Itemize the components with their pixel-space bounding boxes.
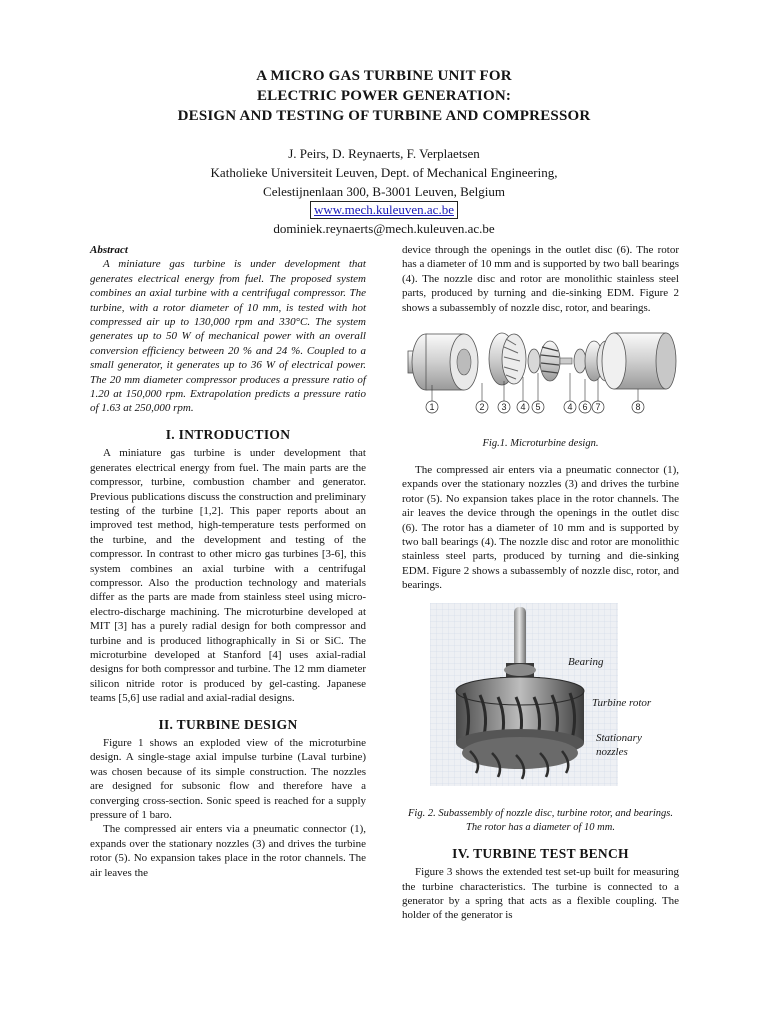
left-column — [90, 243, 366, 880]
title-line-3: DESIGN AND TESTING OF TURBINE AND COMPRESSOR — [177, 108, 591, 124]
callout-2: 2 — [479, 402, 485, 413]
turbine-design-continued: device through the openings in the outlet disc (6). The rotor has a diameter of 10 mm and is supported by two ball bearings (4). The nozzle disc and rotor are monolithic stainless steel parts, produced by turning and die-sinking EDM. Figure 2 shows a subassembly of nozzle disc, rotor, and bearings. — [402, 244, 679, 314]
abstract-heading: Abstract — [90, 244, 128, 256]
rotor-photo-drawing — [430, 603, 618, 786]
turbine-rotor-part — [540, 341, 572, 381]
nozzle-disc-part — [489, 333, 526, 385]
turbine-design-paragraph-1: Figure 1 shows an exploded view of the microturbine design. A single-stage axial impulse turbine (Laval turbine) was chosen because of its simple construction. The nozzles are designed for subsonic flow and therefore have a converging cross-section. Sonic speed is reached for a supply pressure of 1 baro. — [90, 737, 366, 822]
turbine-design-paragraph-3: The compressed air enters via a pneumatic connector (1), expands over the stationary nozzles (3) and drives the turbine rotor (5). No expansion takes place in the rotor channels. The air leaves the device through the openings in the outlet disc (6). The rotor has a diameter of 10 mm and is supported by two ball bearings (4). The nozzle disc and rotor are monolithic stainless steel parts, produced by turning and die-sinking EDM. Figure 2 shows a subassembly of nozzle disc, rotor, and bearings. — [402, 464, 679, 592]
callout-1: 1 — [429, 402, 435, 413]
paper-header — [0, 66, 768, 238]
label-stationary: Stationary — [596, 731, 642, 744]
introduction-text: A miniature gas turbine is under development that generates electrical energy from fuel. The main parts are the compressor, turbine, combustion chamber and generator. Previous publications discuss the construction and preliminary testing of the turbine [1,2]. This paper reports about an improved test method, high-temperature tests performed on the turbine, and the development and testing of the compressor. In contrast to other micro gas turbines [3-6], this system combines an axial turbine with a centrifugal compressor. Also the production technology and materials differ as the parts are made from stainless steel using micro-electro-discharge machining. The microturbine developed at MIT [3] has a purely radial design for both compressor and turbine and is produced lithographically in Si or SiC. The microturbine developed at Stanford [4] uses axial-radial designs for both compressor and turbine. The 12 mm diameter silicon nitride rotor is produced by gel-casting. Japanese teams [5,6] use radial and axial-radial designs. — [90, 447, 366, 705]
affiliation-line-1: Katholieke Universiteit Leuven, Dept. of Mechanical Engineering, — [210, 165, 558, 180]
callout-4b: 4 — [567, 402, 573, 413]
callout-5: 5 — [535, 402, 541, 413]
bearing-part-b — [574, 349, 586, 373]
callout-3: 3 — [501, 402, 507, 413]
label-bearing: Bearing — [568, 655, 604, 668]
turbine-test-bench-text: Figure 3 shows the extended test set-up built for measuring the turbine characteristics. The turbine is connected to a generator by a spring that acts as a flexible coupling. The holder of the generator is — [402, 866, 679, 922]
bearing-part-a — [528, 349, 540, 373]
rotor-subassembly-photo — [430, 603, 618, 786]
email: dominiek.reynaerts@mech.kuleuven.ac.be — [273, 221, 495, 236]
turbine-test-bench-heading: IV. TURBINE TEST BENCH — [452, 845, 629, 861]
affiliation-line-2: Celestijnenlaan 300, B-3001 Leuven, Belgium — [263, 184, 505, 199]
title-line-2: ELECTRIC POWER GENERATION: — [256, 88, 512, 104]
introduction-heading: I. INTRODUCTION — [165, 426, 291, 442]
figure-1-exploded-view — [402, 325, 679, 425]
abstract-text: A miniature gas turbine is under development that generates electrical energy from fuel. The proposed system combines an axial turbine with a centrifugal compressor. The turbine, with a rotor diameter of 10 mm, is tested with hot compressed air up to 130,000 rpm and 330°C. The system generates up to 50 W of mechanical power with an overall conversion efficiency between 20 % and 24 %. Coupled to a small generator, it generates up to 36 W of electrical power. The 20 mm diameter compressor produces a pressure ratio of 1.20 at 150,000 rpm. Extrapolation predicts a pressure ratio of 1.63 at 250,000 rpm. — [90, 258, 366, 415]
label-turbine-rotor: Turbine rotor — [592, 696, 652, 709]
authors: J. Peirs, D. Reynaerts, F. Verplaetsen — [288, 146, 480, 161]
label-nozzles: nozzles — [596, 745, 628, 758]
title-line-1: A MICRO GAS TURBINE UNIT FOR — [256, 68, 512, 84]
callout-7: 7 — [595, 402, 601, 413]
website-link[interactable]: www.mech.kuleuven.ac.be — [314, 202, 454, 217]
turbine-design-heading: II. TURBINE DESIGN — [158, 716, 298, 732]
figure-2-photo — [402, 603, 679, 799]
right-column — [402, 243, 679, 923]
turbine-design-paragraph-2: The compressed air enters via a pneumatic connector (1), expands over the stationary nozzles (3) and drives the turbine rotor (5). No expansion takes place in the rotor channels. The air leaves the — [90, 823, 366, 879]
url-box[interactable] — [310, 201, 458, 219]
callout-4a: 4 — [520, 402, 526, 413]
figure-2-caption: Fig. 2. Subassembly of nozzle disc, turbine rotor, and bearings. The rotor has a diameter of 10 mm. — [407, 807, 674, 833]
exploded-turbine-drawing — [402, 325, 679, 425]
pneumatic-connector-part — [408, 334, 478, 390]
housing-part — [602, 333, 676, 389]
figure-1-caption: Fig.1. Microturbine design. — [482, 438, 599, 450]
callout-8: 8 — [635, 402, 641, 413]
callout-6: 6 — [582, 402, 588, 413]
